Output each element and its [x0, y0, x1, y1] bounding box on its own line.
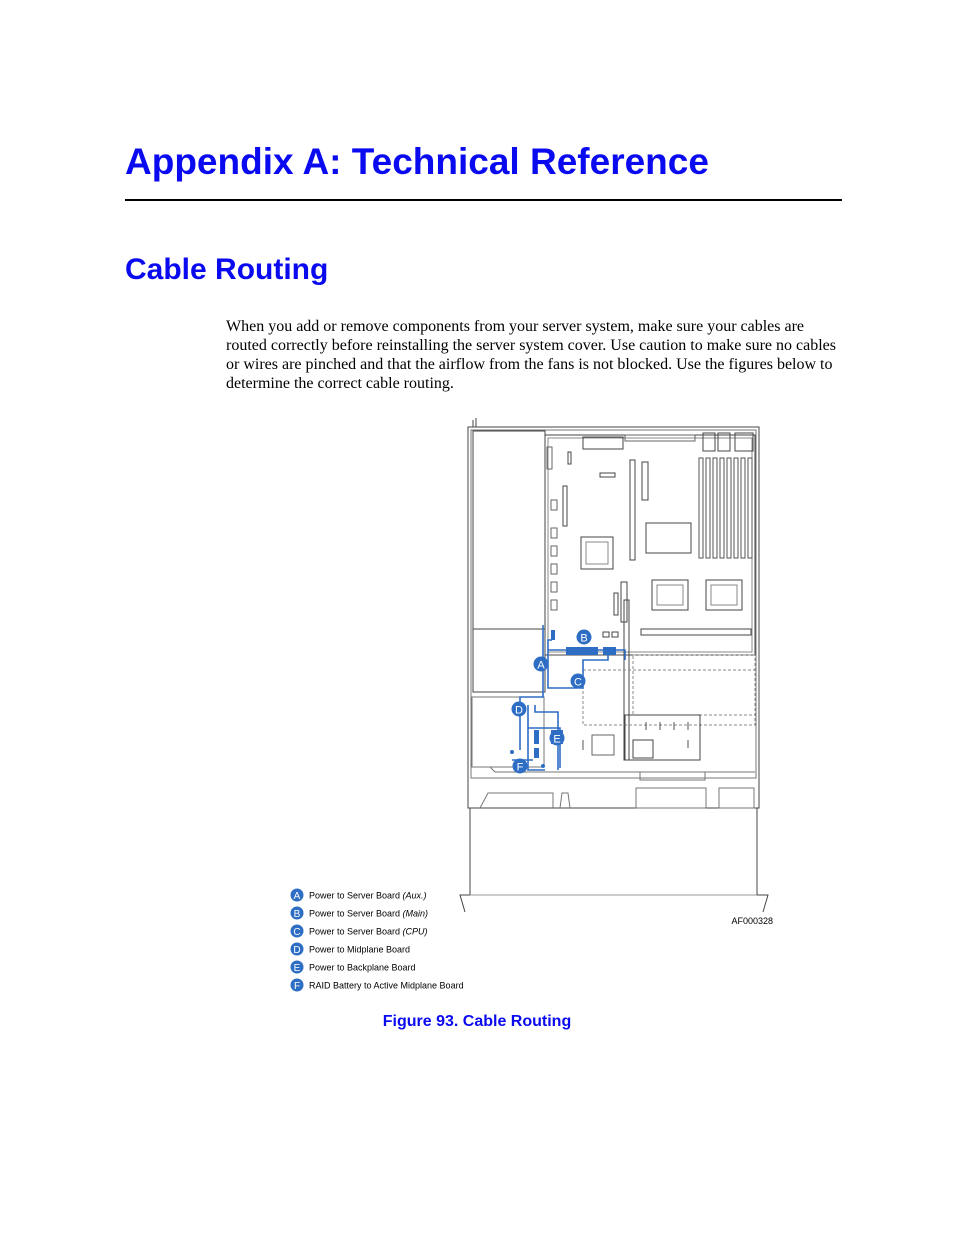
- legend-item-e: [291, 961, 416, 975]
- svg-text:D: D: [515, 704, 523, 717]
- svg-text:E: E: [293, 963, 301, 974]
- svg-text:Power to Backplane Board: Power to Backplane Board: [309, 962, 416, 973]
- legend-item-f: [291, 979, 464, 993]
- callout-c-icon: [571, 674, 586, 689]
- section-title: Cable Routing: [125, 253, 329, 286]
- legend: [291, 889, 464, 993]
- svg-text:Power to Server Board (Aux.): Power to Server Board (Aux.): [309, 890, 427, 901]
- callout-b-icon: [577, 630, 592, 645]
- legend-item-b: [291, 907, 429, 921]
- svg-text:B: B: [293, 909, 301, 920]
- svg-text:C: C: [293, 927, 301, 938]
- cable-paths: [512, 625, 625, 770]
- legend-item-d: [291, 943, 411, 957]
- svg-text:E: E: [553, 733, 561, 746]
- chapter-title: Appendix A: Technical Reference: [125, 141, 709, 182]
- intro-paragraph: When you add or remove components from your server system, make sure your cables are routed correctly before reinstalling the server system cover. Use caution to make sure no cables or wires are pinched and that the airflow from the fans is not blocked. Use the figures below to determine the correct cable routing.: [226, 318, 836, 392]
- svg-text:Power to Server Board (Main): Power to Server Board (Main): [309, 908, 429, 919]
- cable-routing-diagram: [280, 405, 780, 1005]
- callout-f-icon: [513, 759, 528, 774]
- legend-item-a: [291, 889, 427, 903]
- svg-text:F: F: [516, 761, 524, 774]
- svg-text:F: F: [293, 981, 301, 992]
- callout-a-icon: [534, 657, 549, 672]
- callout-d-icon: [512, 702, 527, 717]
- svg-text:D: D: [293, 945, 301, 956]
- chapter-rule: [125, 199, 842, 201]
- svg-text:A: A: [293, 891, 301, 902]
- svg-text:B: B: [580, 632, 588, 645]
- svg-text:Power to Midplane Board: Power to Midplane Board: [309, 944, 411, 955]
- svg-text:A: A: [537, 659, 545, 672]
- svg-text:RAID Battery to Active Midplan: RAID Battery to Active Midplane Board: [309, 980, 464, 991]
- callout-e-icon: [550, 731, 565, 746]
- svg-text:Power to Server Board (CPU): Power to Server Board (CPU): [309, 926, 428, 937]
- legend-item-c: [291, 925, 428, 939]
- svg-text:C: C: [574, 676, 582, 689]
- art-id: AF000328: [731, 916, 773, 926]
- figure-caption: Figure 93. Cable Routing: [382, 1013, 572, 1030]
